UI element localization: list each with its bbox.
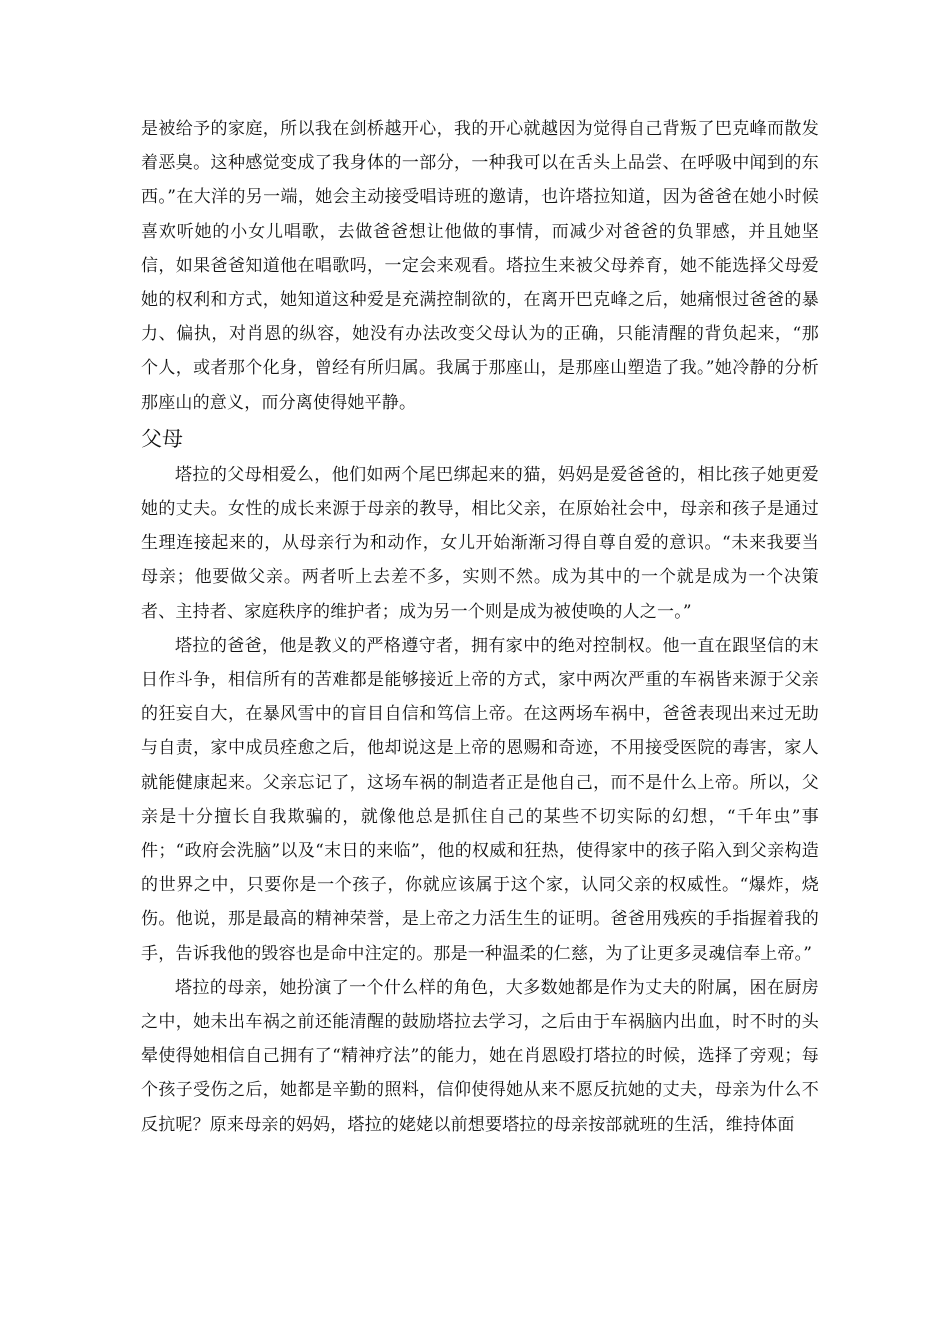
paragraph-father: 塔拉的爸爸，他是教义的严格遵守者，拥有家中的绝对控制权。他一直在跟坚信的末日作斗争，相信所有的苦难都是能够接近上帝的方式，家中两次严重的车祸皆来源于父亲的狂妄自大，在暴风雪中的盲目自信和笃信上帝。在这两场车祸中，爸爸表现出来过无助与自责，家中成员痊愈之后，他却说这是上帝的恩赐和奇迹，不用接受医院的毒害，家人就能健康起来。父亲忘记了，这场车祸的制造者正是他自己，而不是什么上帝。所以，父亲是十分擅长自我欺骗的，就像他总是抓住自己的某些不切实际的幻想，“千年虫”事件；“政府会洗脑”以及“末日的来临”，他的权威和狂热，使得家中的孩子陷入到父亲构造的世界之中，只要你是一个孩子，你就应该属于这个家，认同父亲的权威性。“爆炸，烧伤。他说，那是最高的精神荣誉，是上帝之力活生生的证明。爸爸用残疾的手指握着我的手，告诉我他的毁容也是命中注定的。那是一种温柔的仁慈，为了让更多灵魂信奉上帝。” (141, 635, 819, 964)
paragraph-mother: 塔拉的母亲，她扮演了一个什么样的角色，大多数她都是作为丈夫的附属，困在厨房之中，她未出车祸之前还能清醒的鼓励塔拉去学习，之后由于车祸脑内出血，时不时的头晕使得她相信自己拥有了“精神疗法”的能力，她在肖恩殴打塔拉的时候，选择了旁观；每个孩子受伤之后，她都是辛勤的照料，信仰使得她从来不愿反抗她的丈夫，母亲为什么不反抗呢？原来母亲的妈妈，塔拉的姥姥以前想要塔拉的母亲按部就班的生活，维持体面 (141, 977, 819, 1135)
document-body (141, 112, 819, 1142)
paragraph-continuation: 是被给予的家庭，所以我在剑桥越开心，我的开心就越因为觉得自己背叛了巴克峰而散发着恶臭。这种感觉变成了我身体的一部分，一种我可以在舌头上品尝、在呼吸中闻到的东西。”在大洋的另一端，她会主动接受唱诗班的邀请，也许塔拉知道，因为爸爸在她小时候喜欢听她的小女儿唱歌，去做爸爸想让他做的事情，而减少对爸爸的负罪感，并且她坚信，如果爸爸知道他在唱歌吗，一定会来观看。塔拉生来被父母养育，她不能选择父母爱她的权利和方式，她知道这种爱是充满控制欲的，在离开巴克峰之后，她痛恨过爸爸的暴力、偏执，对肖恩的纵容，她没有办法改变父母认为的正确，只能清醒的背负起来，“那个人，或者那个化身，曾经有所归属。我属于那座山，是那座山塑造了我。”她冷静的分析那座山的意义，而分离使得她平静。 (141, 119, 819, 413)
paragraph-parents-love: 塔拉的父母相爱么，他们如两个尾巴绑起来的猫，妈妈是爱爸爸的，相比孩子她更爱她的丈夫。女性的成长来源于母亲的教导，相比父亲，在原始社会中，母亲和孩子是通过生理连接起来的，从母亲行为和动作，女儿开始渐渐习得自尊自爱的意识。“未来我要当母亲；他要做父亲。两者听上去差不多，实则不然。成为其中的一个就是成为一个决策者、主持者、家庭秩序的维护者；成为另一个则是成为被使唤的人之一。” (141, 464, 819, 622)
section-heading: 父母 (141, 426, 183, 451)
